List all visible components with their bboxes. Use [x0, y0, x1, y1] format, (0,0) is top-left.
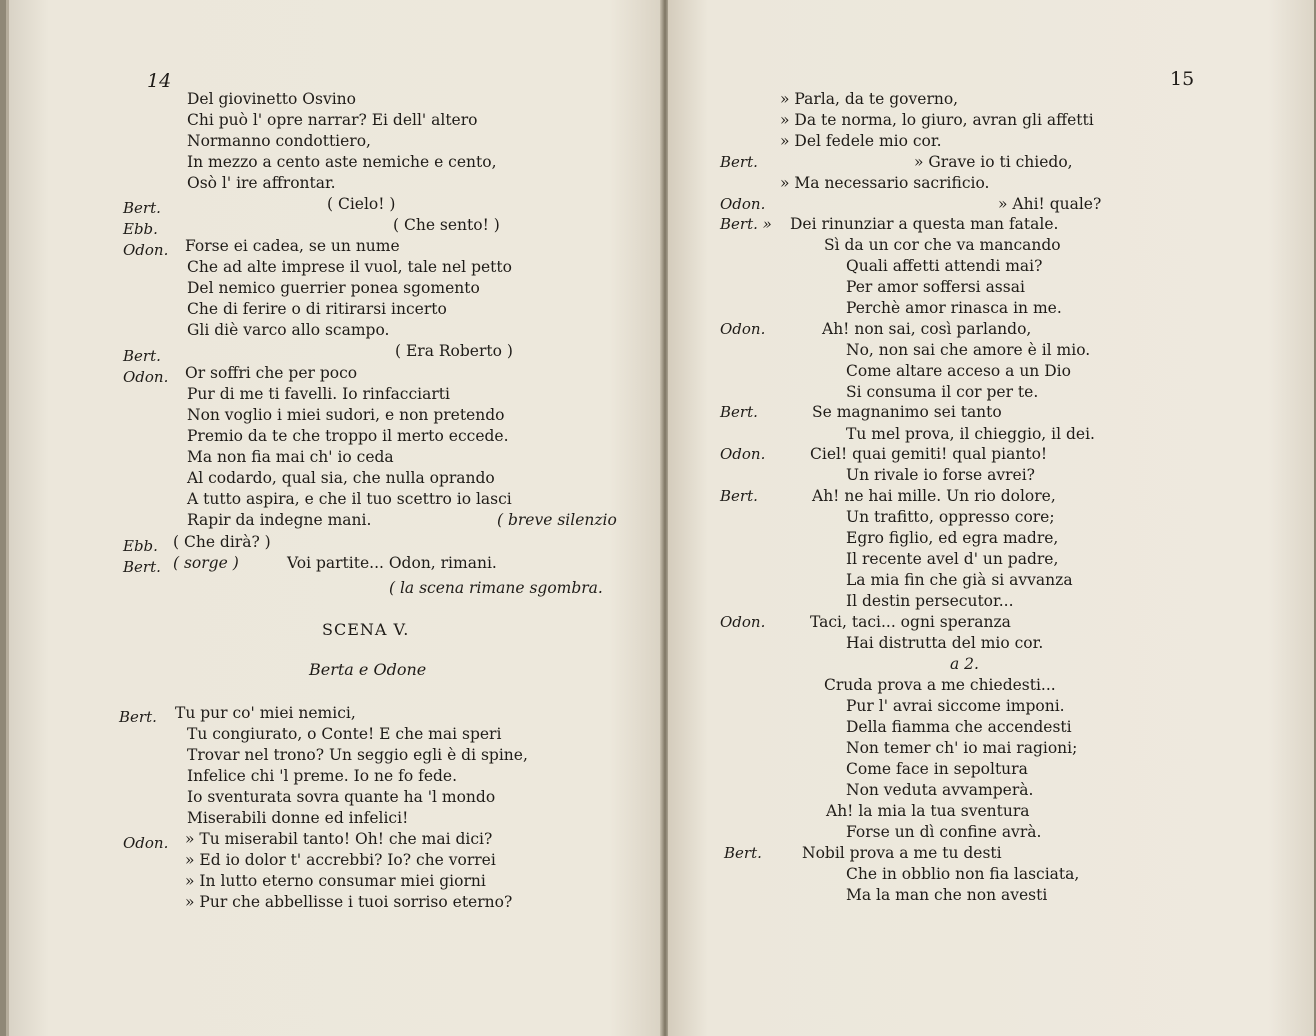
verse-line: Cruda prova a me chiedesti...: [824, 676, 1056, 694]
verse-line: Ma la man che non avesti: [846, 886, 1048, 904]
scene-title: SCENA V.: [322, 620, 410, 639]
right-page: [668, 0, 1314, 1036]
verse-line: Non veduta avvamperà.: [846, 781, 1034, 799]
verse-line: Egro figlio, ed egra madre,: [846, 529, 1059, 547]
verse-line: Perchè amor rinasca in me.: [846, 299, 1062, 317]
verse-line: Trovar nel trono? Un seggio egli è di spine,: [187, 746, 528, 764]
stage-direction: ( breve silenzio: [497, 511, 617, 529]
verse-line: Ah! non sai, così parlando,: [822, 320, 1032, 338]
verse-line: Hai distrutta del mio cor.: [846, 634, 1044, 652]
verse-line: Osò l' ire affrontar.: [187, 174, 336, 192]
verse-line: Del giovinetto Osvino: [187, 90, 356, 108]
verse-line: Voi partite... Odon, rimani.: [287, 554, 497, 572]
speaker-label: Odon.: [720, 195, 766, 213]
verse-line: No, non sai che amore è il mio.: [846, 341, 1091, 359]
verse-line: Della fiamma che accendesti: [846, 718, 1072, 736]
verse-line: Dei rinunziar a questa man fatale.: [790, 215, 1059, 233]
speaker-label: Bert.: [724, 844, 762, 862]
verse-line: » Da te norma, lo giuro, avran gli affetti: [780, 111, 1094, 129]
verse-line: Al codardo, qual sia, che nulla oprando: [187, 469, 495, 487]
speaker-label: Bert.: [119, 708, 157, 726]
verse-line: Non voglio i miei sudori, e non pretendo: [187, 406, 505, 424]
verse-line: Ah! ne hai mille. Un rio dolore,: [812, 487, 1056, 505]
speaker-label: Bert.: [123, 347, 161, 365]
verse-line: Gli diè varco allo scampo.: [187, 321, 390, 339]
speaker-label: Bert.: [123, 199, 161, 217]
verse-line: » In lutto eterno consumar miei giorni: [185, 872, 486, 890]
verse-line: » Pur che abbellisse i tuoi sorriso eterno?: [185, 893, 513, 911]
verse-line: In mezzo a cento aste nemiche e cento,: [187, 153, 497, 171]
speaker-label: Bert. »: [720, 215, 772, 233]
verse-line: ( Era Roberto ): [395, 342, 513, 360]
speaker-label: Odon.: [123, 241, 169, 259]
verse-line: Or soffri che per poco: [185, 364, 358, 382]
verse-line: » Del fedele mio cor.: [780, 132, 942, 150]
verse-line: Tu mel prova, il chieggio, il dei.: [846, 425, 1095, 443]
verse-line: Che di ferire o di ritirarsi incerto: [187, 300, 447, 318]
verse-line: Tu pur co' miei nemici,: [175, 704, 356, 722]
verse-line: Il recente avel d' un padre,: [846, 550, 1059, 568]
stage-direction: ( sorge ): [173, 554, 239, 572]
verse-line: Quali affetti attendi mai?: [846, 257, 1043, 275]
speaker-label: Ebb.: [123, 537, 158, 555]
verse-line: La mia fin che già si avvanza: [846, 571, 1073, 589]
verse-line: Premio da te che troppo il merto eccede.: [187, 427, 509, 445]
verse-line: » Ma necessario sacrificio.: [780, 174, 990, 192]
verse-line: Per amor soffersi assai: [846, 278, 1025, 296]
verse-line: » Grave io ti chiedo,: [914, 153, 1073, 171]
stage-direction: ( la scena rimane sgombra.: [389, 579, 603, 597]
page-number-left: 14: [147, 70, 172, 92]
speaker-label: Odon.: [123, 834, 169, 852]
left-page: [6, 0, 662, 1036]
verse-line: Tu congiurato, o Conte! E che mai speri: [187, 725, 502, 743]
speaker-label: Odon.: [720, 445, 766, 463]
verse-line: Normanno condottiero,: [187, 132, 371, 150]
speaker-label: Bert.: [123, 558, 161, 576]
verse-line: Ma non fia mai ch' io ceda: [187, 448, 394, 466]
verse-line: Nobil prova a me tu desti: [802, 844, 1002, 862]
verse-line: Forse un dì confine avrà.: [846, 823, 1042, 841]
verse-line: Sì da un cor che va mancando: [824, 236, 1061, 254]
speaker-label: Bert.: [720, 487, 758, 505]
verse-line: » Ahi! quale?: [998, 195, 1102, 213]
speaker-label: Bert.: [720, 153, 758, 171]
verse-line: Ah! la mia la tua sventura: [826, 802, 1030, 820]
verse-line: Il destin persecutor...: [846, 592, 1014, 610]
verse-line: » Ed io dolor t' accrebbi? Io? che vorrei: [185, 851, 496, 869]
verse-line: Un rivale io forse avrei?: [846, 466, 1035, 484]
speaker-label: Odon.: [720, 613, 766, 631]
verse-line: Io sventurata sovra quante ha 'l mondo: [187, 788, 496, 806]
stage-direction: ( Che dirà? ): [173, 533, 271, 551]
verse-line: Ciel! quai gemiti! qual pianto!: [810, 445, 1048, 463]
verse-line: Si consuma il cor per te.: [846, 383, 1039, 401]
verse-line: A tutto aspira, e che il tuo scettro io lasci: [187, 490, 512, 508]
verse-line: » Tu miserabil tanto! Oh! che mai dici?: [185, 830, 493, 848]
speaker-label: Bert.: [720, 403, 758, 421]
verse-line: Forse ei cadea, se un nume: [185, 237, 400, 255]
verse-line: Rapir da indegne mani.: [187, 511, 372, 529]
speaker-label: Odon.: [720, 320, 766, 338]
verse-line: Come face in sepoltura: [846, 760, 1028, 778]
verse-line: Del nemico guerrier ponea sgomento: [187, 279, 480, 297]
page-number-right: 15: [1170, 68, 1195, 90]
verse-line: Infelice chi 'l preme. Io ne fo fede.: [187, 767, 458, 785]
verse-line: Che in obblio non fia lasciata,: [846, 865, 1080, 883]
verse-line: Pur di me ti favelli. Io rinfacciarti: [187, 385, 450, 403]
verse-line: Chi può l' opre narrar? Ei dell' altero: [187, 111, 478, 129]
verse-line: Come altare acceso a un Dio: [846, 362, 1071, 380]
speaker-label: Ebb.: [123, 220, 158, 238]
verse-line: Se magnanimo sei tanto: [812, 403, 1002, 421]
verse-line: Un trafitto, oppresso core;: [846, 508, 1055, 526]
verse-line: » Parla, da te governo,: [780, 90, 959, 108]
verse-line: Miserabili donne ed infelici!: [187, 809, 409, 827]
verse-line: Pur l' avrai siccome imponi.: [846, 697, 1065, 715]
verse-line: ( Che sento! ): [393, 216, 500, 234]
speaker-label: Odon.: [123, 368, 169, 386]
scene-characters: Berta e Odone: [309, 660, 427, 679]
verse-line: Non temer ch' io mai ragioni;: [846, 739, 1078, 757]
stage-direction: a 2.: [950, 655, 979, 673]
verse-line: Che ad alte imprese il vuol, tale nel petto: [187, 258, 512, 276]
verse-line: ( Cielo! ): [327, 195, 396, 213]
verse-line: Taci, taci... ogni speranza: [810, 613, 1011, 631]
